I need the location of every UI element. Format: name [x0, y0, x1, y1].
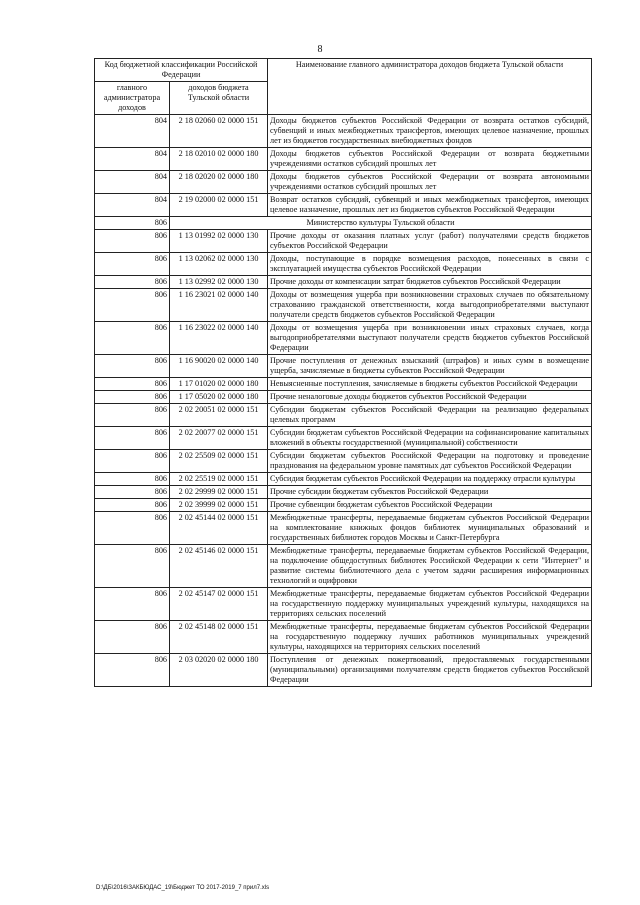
revenue-code-cell: 2 03 02020 02 0000 180 — [170, 654, 268, 687]
admin-code-cell: 806 — [95, 588, 170, 621]
revenue-code-cell: 1 13 02992 02 0000 130 — [170, 276, 268, 289]
revenue-code-cell: 1 16 23022 02 0000 140 — [170, 322, 268, 355]
revenue-name-cell: Доходы от возмещения ущерба при возникновении иных страховых случаев, когда выгодоприобретателями выступают получатели средств бюджетов субъектов Российской Федерации — [268, 322, 592, 355]
admin-code-cell: 806 — [95, 473, 170, 486]
admin-code-cell: 806 — [95, 217, 170, 230]
table-row — [95, 355, 592, 378]
administrator-name-header: Наименование главного администратора доходов бюджета Тульской области — [268, 59, 592, 115]
admin-code-cell: 806 — [95, 404, 170, 427]
admin-code-cell: 806 — [95, 486, 170, 499]
revenue-name-cell: Прочие субсидии бюджетам субъектов Российской Федерации — [268, 486, 592, 499]
revenue-code-cell: 2 18 02020 02 0000 180 — [170, 171, 268, 194]
revenue-name-cell: Межбюджетные трансферты, передаваемые бюджетам субъектов Российской Федерации на государственную поддержку муниципальных учреждений культуры, находящихся на территориях сельских поселений — [268, 588, 592, 621]
revenue-name-cell: Субсидия бюджетам субъектов Российской Федерации на поддержку отрасли культуры — [268, 473, 592, 486]
revenue-name-cell: Прочие доходы от компенсации затрат бюджетов субъектов Российской Федерации — [268, 276, 592, 289]
revenue-name-cell: Субсидии бюджетам субъектов Российской Федерации на реализацию федеральных целевых программ — [268, 404, 592, 427]
page-number: 8 — [317, 44, 323, 55]
revenue-code-cell: 2 18 02010 02 0000 180 — [170, 148, 268, 171]
table-row — [95, 253, 592, 276]
table-row — [95, 473, 592, 486]
revenue-name-cell: Доходы от возмещения ущерба при возникновении страховых случаев по обязательному страхованию гражданской ответственности, когда выгодоприобретателями выступают получатели средств бюджетов субъектов Российской Федерации — [268, 289, 592, 322]
revenue-code-cell: 2 02 45144 02 0000 151 — [170, 512, 268, 545]
revenue-code-cell: 2 18 02060 02 0000 151 — [170, 115, 268, 148]
revenue-code-cell: 2 19 02000 02 0000 151 — [170, 194, 268, 217]
table-row — [95, 115, 592, 148]
admin-code-cell: 806 — [95, 230, 170, 253]
revenue-code-cell: 1 16 23021 02 0000 140 — [170, 289, 268, 322]
revenue-name-cell: Доходы, поступающие в порядке возмещения расходов, понесенных в связи с эксплуатацией имущества субъектов Российской Федерации — [268, 253, 592, 276]
table-row — [95, 391, 592, 404]
revenue-name-cell: Прочие поступления от денежных взысканий (штрафов) и иных сумм в возмещение ущерба, зачисляемые в бюджеты субъектов Российской Федерации — [268, 355, 592, 378]
admin-code-cell: 806 — [95, 621, 170, 654]
revenue-code-cell: 2 02 25509 02 0000 151 — [170, 450, 268, 473]
table-row — [95, 486, 592, 499]
revenue-code-cell: 1 16 90020 02 0000 140 — [170, 355, 268, 378]
revenue-administrators-table — [94, 58, 592, 687]
table-row — [95, 378, 592, 391]
revenue-name-cell: Межбюджетные трансферты, передаваемые бюджетам субъектов Российской Федерации, на подключение общедоступных библиотек Российской Федерации к сети "Интернет" и развитие системы библиотечного дела с учетом задачи расширения информационных технологий и оцифровки — [268, 545, 592, 588]
admin-code-cell: 804 — [95, 194, 170, 217]
revenue-code-cell: 2 02 20077 02 0000 151 — [170, 427, 268, 450]
table-row — [95, 654, 592, 687]
admin-code-cell: 806 — [95, 512, 170, 545]
admin-code-cell: 806 — [95, 499, 170, 512]
admin-code-cell: 806 — [95, 391, 170, 404]
admin-code-cell: 804 — [95, 115, 170, 148]
admin-code-cell: 806 — [95, 322, 170, 355]
revenue-name-cell: Межбюджетные трансферты, передаваемые бюджетам субъектов Российской Федерации на комплектование книжных фондов библиотек муниципальных образований и государственных библиотек городов Москвы и Санкт-Петербурга — [268, 512, 592, 545]
revenue-code-cell: 1 17 05020 02 0000 180 — [170, 391, 268, 404]
budget-revenue-code-header: доходов бюджета Тульской области — [170, 82, 268, 115]
revenue-name-cell: Доходы бюджетов субъектов Российской Федерации от возврата остатков субсидий, субвенций и иных межбюджетных трансфертов, имеющих целевое назначение, прошлых лет из бюджетов государственных внебюджетных фондов — [268, 115, 592, 148]
revenue-code-cell: 1 13 02062 02 0000 130 — [170, 253, 268, 276]
table-row — [95, 276, 592, 289]
admin-code-cell: 806 — [95, 253, 170, 276]
table-row — [95, 194, 592, 217]
revenue-code-cell: 2 02 39999 02 0000 151 — [170, 499, 268, 512]
revenue-name-cell: Возврат остатков субсидий, субвенций и иных межбюджетных трансфертов, имеющих целевое назначение, прошлых лет из бюджетов субъектов Российской Федерации — [268, 194, 592, 217]
revenue-code-cell: 2 02 20051 02 0000 151 — [170, 404, 268, 427]
admin-code-cell: 806 — [95, 427, 170, 450]
revenue-name-cell: Доходы бюджетов субъектов Российской Федерации от возврата автономными учреждениями остатков субсидий прошлых лет — [268, 171, 592, 194]
table-row — [95, 621, 592, 654]
revenue-name-cell: Субсидии бюджетам субъектов Российской Федерации на софинансирование капитальных вложений в объекты государственной (муниципальной) собственности — [268, 427, 592, 450]
admin-code-cell: 806 — [95, 545, 170, 588]
table-row — [95, 512, 592, 545]
revenue-name-cell: Прочие неналоговые доходы бюджетов субъектов Российской Федерации — [268, 391, 592, 404]
admin-code-cell: 804 — [95, 148, 170, 171]
admin-code-cell: 804 — [95, 171, 170, 194]
file-path-footer: D:\ДБ\2016\ЗАКБЮДАС_19\Бюджет ТО 2017-2019_7 прил7.xls — [96, 885, 270, 891]
revenue-name-cell: Прочие субвенции бюджетам субъектов Российской Федерации — [268, 499, 592, 512]
revenue-name-cell: Поступления от денежных пожертвований, предоставляемых государственными (муниципальными) организациями получателям средств бюджетов субъектов Российской Федерации — [268, 654, 592, 687]
revenue-code-cell: 2 02 45148 02 0000 151 — [170, 621, 268, 654]
table-row — [95, 450, 592, 473]
table-row — [95, 289, 592, 322]
admin-code-cell: 806 — [95, 276, 170, 289]
revenue-code-cell: 1 13 01992 02 0000 130 — [170, 230, 268, 253]
main-administrator-header: главного администратора доходов — [95, 82, 170, 115]
section-row — [95, 217, 592, 230]
table-row — [95, 322, 592, 355]
table-row — [95, 171, 592, 194]
revenue-name-cell: Прочие доходы от оказания платных услуг (работ) получателями средств бюджетов субъектов Российской Федерации — [268, 230, 592, 253]
table-row — [95, 404, 592, 427]
admin-code-cell: 806 — [95, 355, 170, 378]
revenue-code-cell: 2 02 25519 02 0000 151 — [170, 473, 268, 486]
revenue-code-cell: 2 02 45147 02 0000 151 — [170, 588, 268, 621]
section-title: Министерство культуры Тульской области — [170, 217, 592, 230]
revenue-name-cell: Доходы бюджетов субъектов Российской Федерации от возврата бюджетными учреждениями остатков субсидий прошлых лет — [268, 148, 592, 171]
budget-classification-header: Код бюджетной классификации Российской Федерации — [95, 59, 268, 82]
table-row — [95, 588, 592, 621]
revenue-code-cell: 2 02 45146 02 0000 151 — [170, 545, 268, 588]
table-row — [95, 545, 592, 588]
table-row — [95, 427, 592, 450]
table-row — [95, 499, 592, 512]
revenue-name-cell: Невыясненные поступления, зачисляемые в бюджеты субъектов Российской Федерации — [268, 378, 592, 391]
admin-code-cell: 806 — [95, 654, 170, 687]
admin-code-cell: 806 — [95, 450, 170, 473]
table-row — [95, 230, 592, 253]
admin-code-cell: 806 — [95, 378, 170, 391]
revenue-name-cell: Межбюджетные трансферты, передаваемые бюджетам субъектов Российской Федерации на государственную поддержку лучших работников муниципальных учреждений культуры, находящихся на территориях сельских поселений — [268, 621, 592, 654]
admin-code-cell: 806 — [95, 289, 170, 322]
revenue-code-cell: 2 02 29999 02 0000 151 — [170, 486, 268, 499]
revenue-code-cell: 1 17 01020 02 0000 180 — [170, 378, 268, 391]
table-row — [95, 148, 592, 171]
revenue-name-cell: Субсидии бюджетам субъектов Российской Федерации на подготовку и проведение празднования на федеральном уровне памятных дат субъектов Российской Федерации — [268, 450, 592, 473]
